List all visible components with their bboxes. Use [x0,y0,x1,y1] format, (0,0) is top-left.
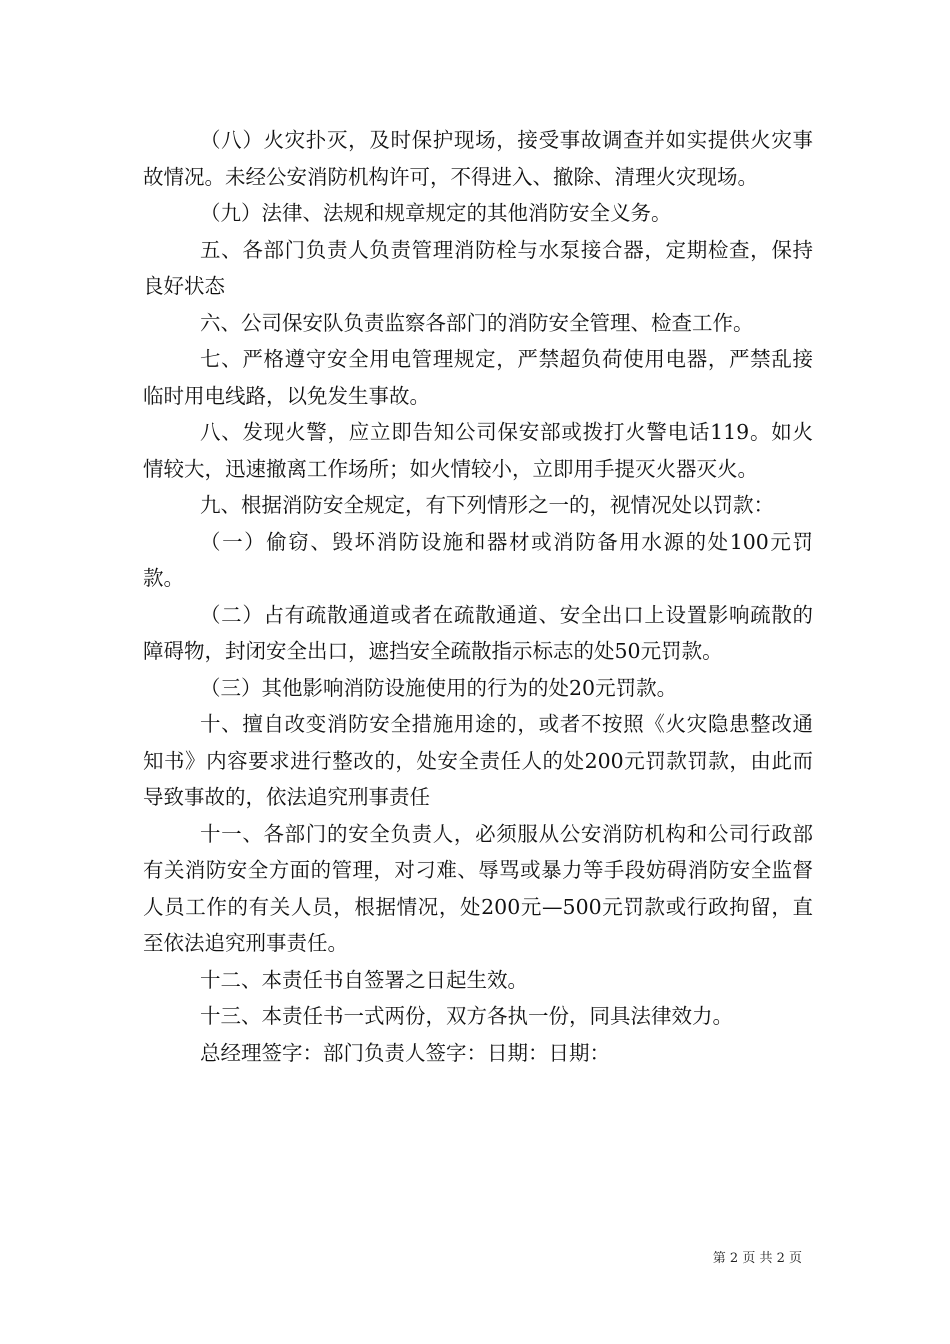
paragraph-item-12: 十二、本责任书自签署之日起生效。 [200,967,528,992]
paragraph-item-5: 五、各部门负责人负责管理消防栓与水泵接合器，定期检查，保持良好状态 [143,237,813,298]
paragraph-item-6: 六、公司保安队负责监察各部门的消防安全管理、检查工作。 [200,310,754,335]
paragraph-item-13: 十三、本责任书一式两份，双方各执一份，同具法律效力。 [200,1004,733,1028]
signature-line: 总经理签字：部门负责人签字：日期：日期： [200,1040,610,1065]
paragraph-item-8: 八、发现火警，应立即告知公司保安部或拨打火警电话119。如火情较大，迅速撤离工作场所；如火情较小，立即用手提灭火器灭火。 [143,420,813,481]
paragraph-item-10: 十、擅自改变消防安全措施用途的，或者不按照《火灾隐患整改通知书》内容要求进行整改的，处安全责任人的处200元罚款罚款，由此而导致事故的，依法追究刑事责任 [143,712,813,809]
paragraph-penalty-2: （二）占有疏散通道或者在疏散通道、安全出口上设置影响疏散的障碍物，封闭安全出口，遮挡安全疏散指示标志的处50元罚款。 [143,602,813,663]
paragraph-item-7: 七、严格遵守安全用电管理规定，严禁超负荷使用电器，严禁乱接临时用电线路，以免发生事故。 [143,347,813,408]
page-number-footer: 第 2 页 共 2 页 [712,1251,802,1266]
paragraph-penalty-3: （三）其他影响消防设施使用的行为的处20元罚款。 [200,675,678,700]
paragraph-item-9: 九、根据消防安全规定，有下列情形之一的，视情况处以罚款： [200,493,774,517]
document-body [143,122,813,1071]
paragraph-other-obligations: （九）法律、法规和规章规定的其他消防安全义务。 [200,201,672,225]
paragraph-fire-extinguish: （八）火灾扑灭，及时保护现场，接受事故调查并如实提供火灾事故情况。未经公安消防机构许可，不得进入、撤除、清理火灾现场。 [143,128,813,189]
paragraph-penalty-1: （一）偷窃、毁坏消防设施和器材或消防备用水源的处100元罚款。 [143,529,813,590]
paragraph-item-11: 十一、各部门的安全负责人，必须服从公安消防机构和公司行政部有关消防安全方面的管理，对刁难、辱骂或暴力等手段妨碍消防安全监督人员工作的有关人员，根据情况，处200元—500元罚款或行政拘留，直至依法追究刑事责任。 [143,821,813,955]
